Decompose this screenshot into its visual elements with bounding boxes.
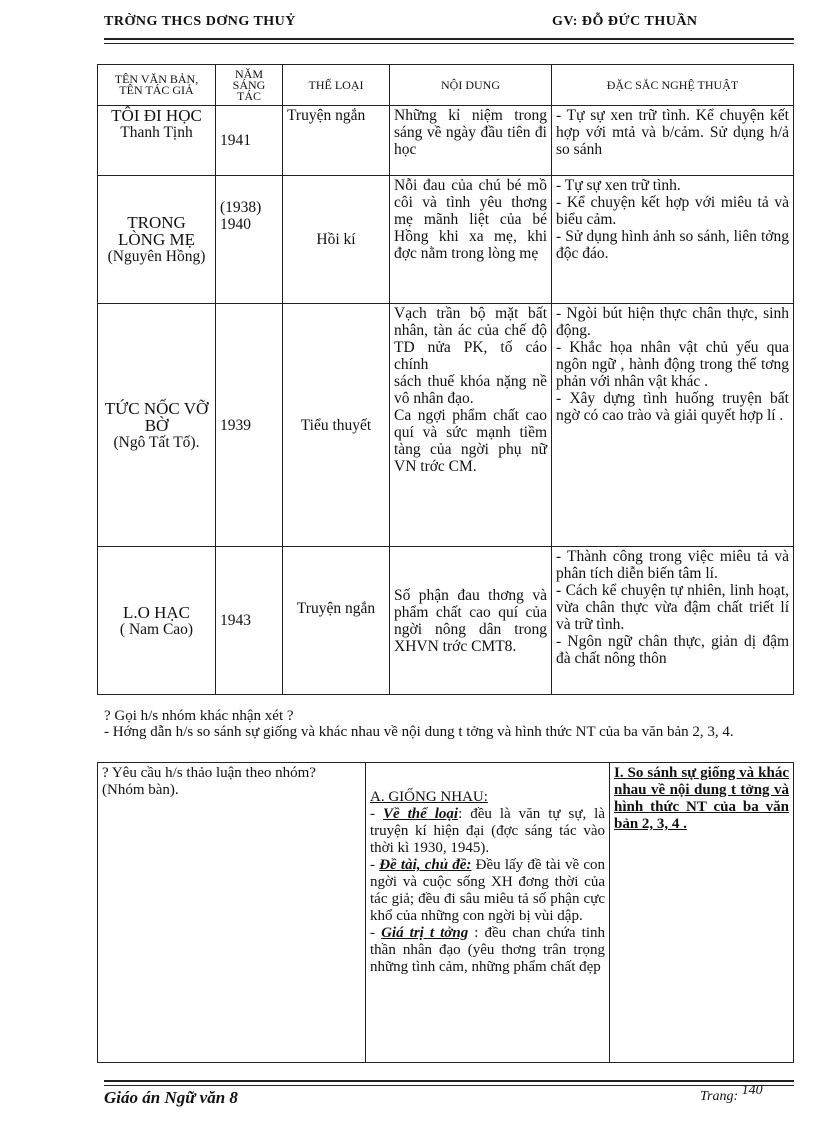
table-row [98,176,794,304]
table-row [98,547,794,695]
cell-year: 1943 [216,547,283,695]
cell-content: Những kỉ niệm trong sáng về ngày đầu tiên đi học [390,106,552,176]
heading-cell [610,763,794,1063]
header-cell-title: TÊN VĂN BẢN, TÊN TÁC GIẢ [98,65,216,106]
header-rule-thin [104,43,794,44]
page-label: Trang: [700,1089,739,1104]
item-genre: - Về thể loại: đều là văn tự sự, là truyện kí hiện đại (đợc sáng tác vào thời kì 1930, 1945). [370,806,605,856]
header-cell-year: NĂM SÁNG TÁC [216,65,283,106]
page-number: 140 [741,1083,763,1098]
item-topic: - Đề tài, chủ đề: Đều lấy đề tài về con ngời và cuộc sống XH đơng thời của tác giả; đều đi sâu miêu tả số phận cực khổ của những con ngời bị vùi dập. [370,857,606,924]
header-cell-genre: THỂ LOẠI [283,65,390,106]
note-line: - Hớng dẫn h/s so sánh sự giống và khác nhau về nội dung t tởng và hình thức NT của ba văn bản 2, 3, 4. [104,724,734,740]
year-text: (1938) 1940 [220,199,262,233]
cell-genre [283,547,390,695]
cell-art: - Tự sự xen trữ tình. - Kể chuyện kết hợp với miêu tả và biểu cảm. - Sử dụng hình ảnh so sánh, liên tởng độc đáo. [552,176,794,304]
table-row [98,304,794,547]
summary-table [97,64,794,695]
cell-title-author [98,106,216,176]
cell-content: Nỗi đau của chú bé mồ côi và tình yêu thơng mẹ mãnh liệt của bé Hồng khi xa mẹ, khi đợc nằm trong lòng mẹ [390,176,552,304]
note-line: ? Gọi h/s nhóm khác nhận xét ? [104,708,294,724]
cell-art: - Ngòi bút hiện thực chân thực, sinh động. - Khắc họa nhân vật chủ yếu qua ngôn ngữ , hành động trong thế tơng phản với nhân vật khác . - Xây dựng tình huống truyện bất ngờ có cao trào và giải quyết hợp lí . [552,304,794,547]
cell-genre: Truyện ngắn [283,106,390,176]
activity-cell: ? Yêu cầu h/s thảo luận theo nhóm? (Nhóm bàn). [98,763,366,1063]
work-author: (Nguyên Hồng) [107,248,206,265]
footer-page [700,1083,763,1105]
section-title: A. GIỐNG NHAU: [370,789,488,805]
table-header-row [98,65,794,106]
school-name: TRỜNG THCS DƠNG THUỶ [104,14,296,29]
work-author: ( Nam Cao) [119,620,194,638]
item-value: - Giá trị t tởng : đều chan chứa tinh thần nhân đạo (yêu thơng trân trọng những tình cảm, những phẩm chất đẹp [370,925,605,975]
cell-art: - Thành công trong việc miêu tả và phân tích diễn biến tâm lí. - Cách kể chuyện tự nhiên, linh hoạt, vừa chân thực vừa đậm chất triết lí và trữ tình. - Ngôn ngữ chân thực, giản dị đậm đà chất nông thôn [552,547,794,695]
work-title: TỨC NỐC VỠ BỜ [104,398,209,435]
cell-content: Vạch trần bộ mặt bất nhân, tàn ác của chế độ TD nửa PK, tố cáo chính sách thuế khóa nặng nề vô nhân đạo. Ca ngợi phẩm chất cao quí và sức mạnh tiềm tàng của ngời phụ nữ VN trớc CM. [390,304,552,547]
footer-rule [104,1080,794,1082]
item-label: Giá trị t tởng [381,925,469,941]
footer-rule-thin [104,1085,794,1086]
cell-content: Số phận đau thơng và phẩm chất cao quí của ngời nông dân trong XHVN trớc CMT8. [390,547,552,695]
header-rule [104,38,794,40]
item-text: Đều lấy đề tài về con ngời và cuộc sống XH đơng thời của tác giả; đều đi sâu miêu tả số phận cực khổ của những con ngời bị vùi dập. [370,857,606,924]
cell-year: 1939 [216,304,283,547]
cell-title-author [98,176,216,304]
item-text: : đều chan chứa tinh thần nhân đạo (yêu thơng trân trọng những tình cảm, những phẩm chất đẹp [370,925,605,975]
cell-art: - Tự sự xen trữ tình. Kể chuyện kết hợp với mtả và b/cảm. Sử dụng h/ả so sánh [552,106,794,176]
table-row [98,106,794,176]
comparison-row [98,763,794,1063]
work-author: Thanh Tịnh [120,124,193,141]
item-label: Về thể loại [382,806,459,822]
work-title: TÔI ĐI HỌC [111,106,202,125]
teacher-name: GV: ĐỖ ĐỨC THUẦN [552,14,698,29]
cell-genre: Tiểu thuyết [283,304,390,547]
genre-text: Truyện ngắn [296,600,376,617]
page-header [104,10,794,32]
cell-year: 1941 [216,106,283,176]
item-label: Đề tài, chủ đề: [379,857,472,873]
header-cell-content: NỘI DUNG [390,65,552,106]
comparison-table [97,762,794,1063]
footer-title: Giáo án Ngữ văn 8 [104,1088,238,1107]
cell-genre: Hồi kí [283,176,390,304]
teacher-notes [104,708,794,740]
similarities-cell [366,763,610,1063]
work-author: (Ngô Tất Tố). [113,433,200,451]
section-heading: I. So sánh sự giống và khác nhau về nội dung t tởng và hình thức NT của ba văn bản 2, 3, 4 . [614,765,789,832]
cell-year [216,176,283,304]
work-title: L.O HẠC [122,602,191,622]
cell-title-author [98,304,216,547]
cell-title-author [98,547,216,695]
header-cell-art: ĐẶC SẮC NGHỆ THUẬT [552,65,794,106]
item-text: : đều là văn tự sự, là truyện kí hiện đại (đợc sáng tác vào thời kì 1930, 1945). [370,806,605,856]
work-title: TRONG LÒNG MẸ [118,213,195,249]
